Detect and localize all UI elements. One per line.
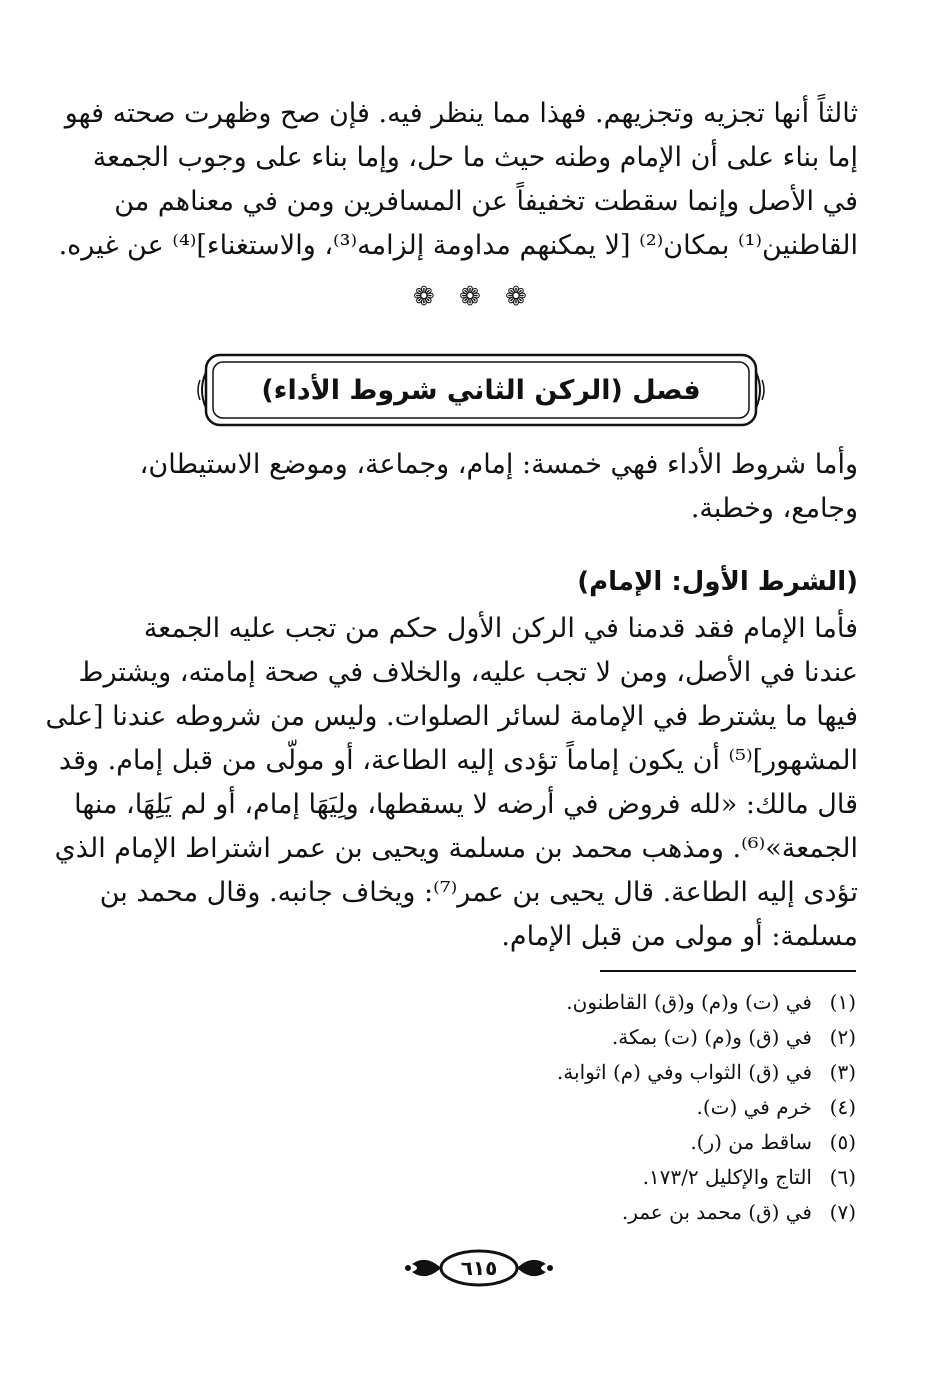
footnote-number: (٧) xyxy=(829,1200,856,1224)
text-line: القاطنين⁽¹⁾ بمكان⁽²⁾ [لا يمكنهم مداومة إلزامه⁽³⁾، والاستغناء]⁽⁴⁾ عن غيره. xyxy=(58,230,858,261)
footnote-item xyxy=(256,1090,856,1125)
footnote-divider xyxy=(600,970,856,972)
footnote-text: في (ق) محمد بن عمر. xyxy=(621,1200,812,1224)
footnote-item xyxy=(256,1195,856,1230)
text-line: عندنا في الأصل، ومن لا تجب عليه، والخلاف في صحة إمامته، ويشترط xyxy=(78,657,858,688)
footnote-number: (٣) xyxy=(829,1060,856,1084)
section-separator: ❁ ❁ ❁ xyxy=(413,282,535,312)
footnote-item xyxy=(256,1020,856,1055)
footnote-item xyxy=(256,1160,856,1195)
footnote-number: (٢) xyxy=(829,1025,856,1049)
text-line: في الأصل وإنما سقطت تخفيفاً عن المسافرين ومن في معناهم من xyxy=(114,186,858,217)
text-line: إما بناء على أن الإمام وطنه حيث ما حل، وإما بناء على وجوب الجمعة xyxy=(92,142,858,173)
subheading: (الشرط الأول: الإمام) xyxy=(577,567,858,597)
text-line: مسلمة: أو مولى من قبل الإمام. xyxy=(501,921,858,952)
page-number-ornament xyxy=(404,1246,554,1290)
paragraph-intro xyxy=(58,92,858,268)
paragraph-conditions xyxy=(92,443,858,531)
footnote-text: في (ق) الثواب وفي (م) اثوابة. xyxy=(556,1060,812,1084)
text-line: ثالثاً أنها تجزيه وتجزيهم. فهذا مما ينظر فيه. فإن صح وظهرت صحته فهو xyxy=(64,98,858,129)
page-number: ٦١٥ xyxy=(460,1256,498,1280)
footnote-item xyxy=(256,1125,856,1160)
footnote-text: في (ت) و(م) و(ق) القاطنون. xyxy=(566,990,812,1014)
text-line: قال مالك: «لله فروض في أرضه لا يسقطها، ولِيَهَا إمام، أو لم يَلِهَا، منها xyxy=(74,789,858,820)
text-line: وجامع، وخطبة. xyxy=(690,493,858,524)
text-line: فيها ما يشترط في الإمامة لسائر الصلوات. وليس من شروطه عندنا [على xyxy=(45,701,858,732)
footnote-item xyxy=(256,1055,856,1090)
footnotes-list xyxy=(256,985,856,1230)
text-line: الجمعة»⁽⁶⁾. ومذهب محمد بن مسلمة ويحيى بن عمر اشتراط الإمام الذي xyxy=(54,833,858,864)
footnote-text: ساقط من (ر). xyxy=(690,1130,812,1154)
footnote-item xyxy=(256,985,856,1020)
footnote-number: (٤) xyxy=(829,1095,856,1119)
footnote-text: في (ق) و(م) (ت) بمكة. xyxy=(611,1025,812,1049)
section-title-frame xyxy=(196,352,766,428)
footnote-text: التاج والإكليل ١٧٣/٢. xyxy=(642,1165,812,1189)
text-line: تؤدى إليه الطاعة. قال يحيى بن عمر⁽⁷⁾: ويخاف جانبه. وقال محمد بن xyxy=(99,877,858,908)
footnote-text: خرم في (ت). xyxy=(696,1095,812,1119)
footnote-number: (٦) xyxy=(829,1165,856,1189)
footnote-number: (٥) xyxy=(829,1130,856,1154)
paragraph-imam xyxy=(45,607,858,959)
footnote-number: (١) xyxy=(829,990,856,1014)
text-line: فأما الإمام فقد قدمنا في الركن الأول حكم من تجب عليه الجمعة xyxy=(143,613,858,644)
text-line: وأما شروط الأداء فهي خمسة: إمام، وجماعة، وموضع الاستيطان، xyxy=(139,449,858,480)
text-line: المشهور]⁽⁵⁾ أن يكون إماماً تؤدى إليه الطاعة، أو مولّى من قبل إمام. وقد xyxy=(58,745,858,776)
section-title: فصل (الركن الثاني شروط الأداء) xyxy=(261,374,701,406)
